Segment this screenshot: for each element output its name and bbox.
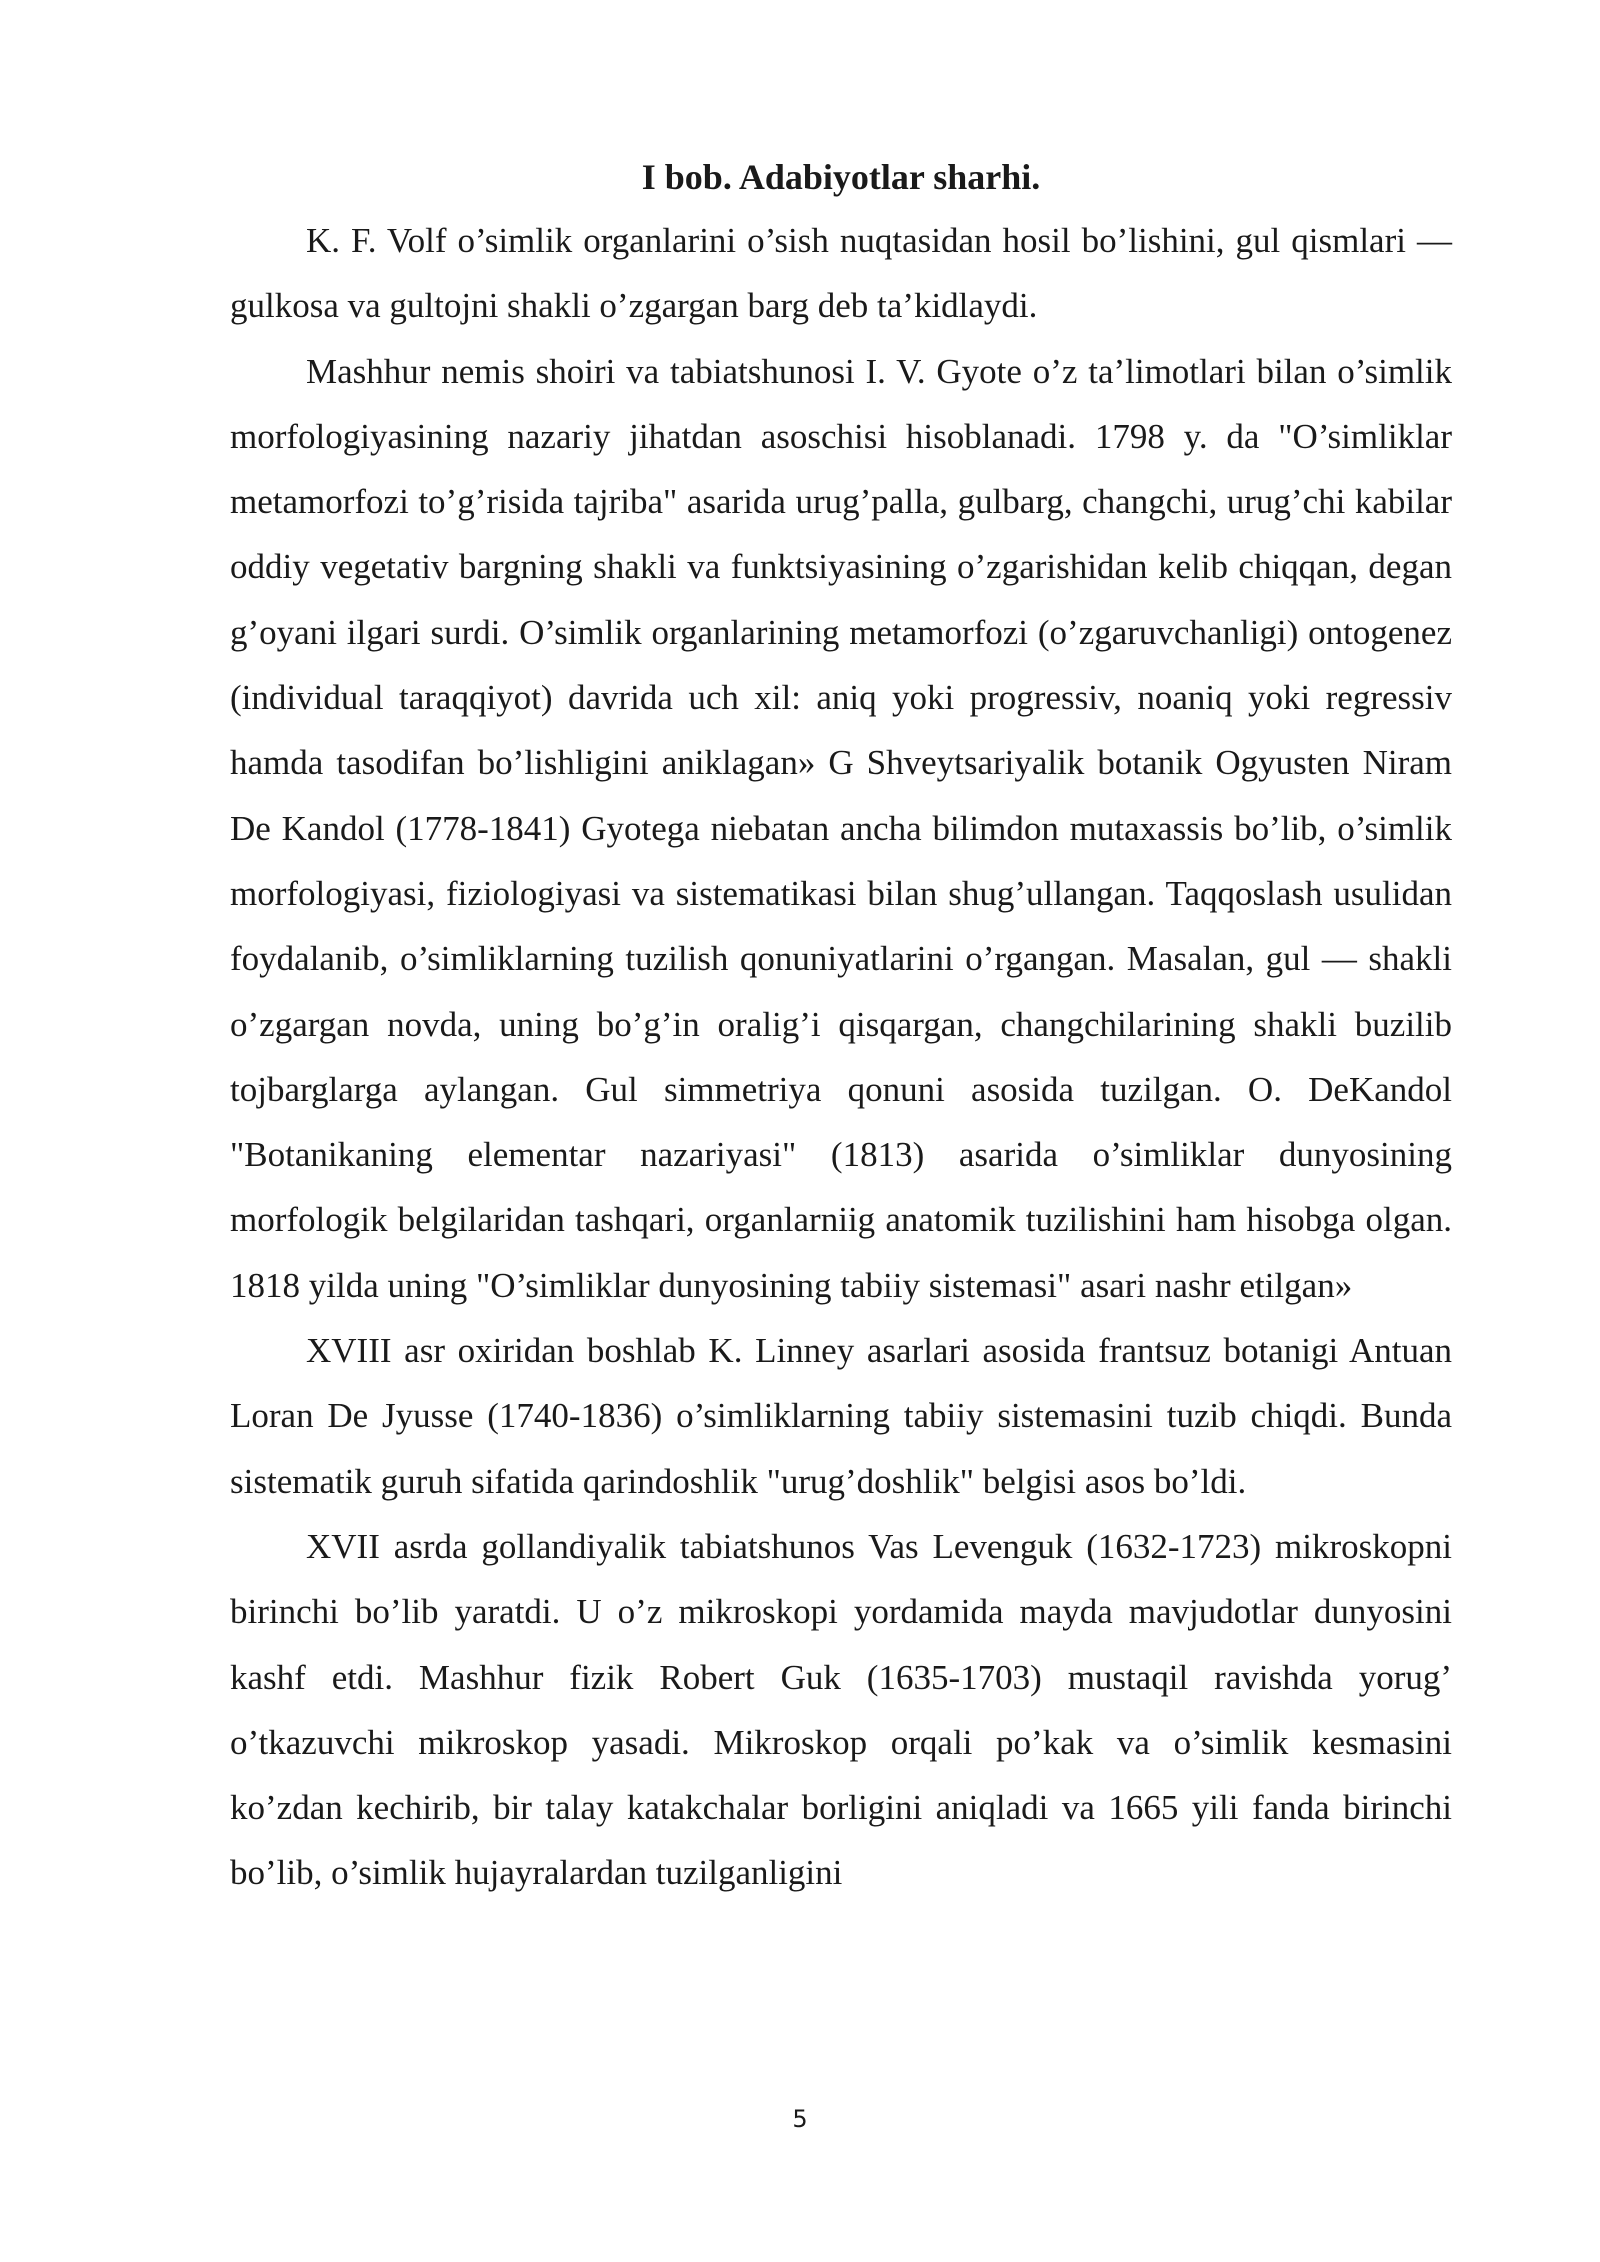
paragraph-volf: K. F. Volf o’simlik organlarini o’sish nuqtasidan hosil bo’lishini, gul qismlari — gulkosa va gultojni shakli o’zgargan barg deb ta’kidlaydi. [230,221,1452,326]
paragraph-gyote: Mashhur nemis shoiri va tabiatshunosi I. V. Gyote o’z ta’limotlari bilan o’simlik morfologiyasining nazariy jihatdan asoschisi hisoblanadi. 1798 y. da "O’simliklar metamorfozi to’g’risida tajriba" asarida urug’palla, gulbarg, changchi, urug’chi kabilar oddiy vegetativ bargning shakli va funktsiyasining o’zgarishidan kelib chiqqan, degan g’oyani ilgari surdi. O’simlik organlarining metamorfozi (o’zgaruvchanligi) ontogenez (individual taraqqiyot) davrida uch xil: aniq yoki progressiv, noaniq yoki regressiv hamda tasodifan bo’lishligini aniklagan» G Shveytsariyalik botanik Ogyusten Niram De Kandol (1778-1841) Gyotega niebatan ancha bilimdon mutaxassis bo’lib, o’simlik morfologiyasi, fiziologiyasi va sistematikasi bilan shug’ullangan. Taqqoslash usulidan foydalanib, o’simliklarning tuzilish qonuniyatlarini o’rgangan. Masalan, gul — shakli o’zgargan novda, uning bo’g’in oralig’i qisqargan, changchilarining shakli buzilib tojbarglarga aylangan. Gul simmetriya qonuni asosida tuzilgan. O. DeKandol "Botanikaning elementar nazariyasi" (1813) asarida o’simliklar dunyosining morfologik belgilaridan tashqari, organlarniig anatomik tuzilishini ham hisobga olgan. 1818 yilda uning "O’simliklar dunyosining tabiiy sistemasi" asari nashr etilgan» [230,351,1452,1305]
page-number: 5 [792,2105,808,2133]
document-page [230,146,1452,1906]
paragraph-levenguk: XVII asrda gollandiyalik tabiatshunos Vas Levenguk (1632-1723) mikroskopni birinchi bo’lib yaratdi. U o’z mikroskopi yordamida mayda mavjudotlar dunyosini kashf etdi. Mashhur fizik Robert Guk (1635-1703) mustaqil ravishda yorug’ o’tkazuvchi mikroskop yasadi. Mikroskop orqali po’kak va o’simlik kesmasini ko’zdan kechirib, bir talay katakchalar borligini aniqladi va 1665 yili fanda birinchi bo’lib, o’simlik hujayralardan tuzilganligini [230,1526,1452,1893]
chapter-title: I bob. Adabiyotlar sharhi. [641,157,1041,197]
paragraph-jyusse: XVIII asr oxiridan boshlab K. Linney asarlari asosida frantsuz botanigi Antuan Loran De Jyusse (1740-1836) o’simliklarning tabiiy sistemasini tuzib chiqdi. Bunda sistematik guruh sifatida qarindoshlik "urug’doshlik" belgisi asos bo’ldi. [230,1331,1452,1501]
